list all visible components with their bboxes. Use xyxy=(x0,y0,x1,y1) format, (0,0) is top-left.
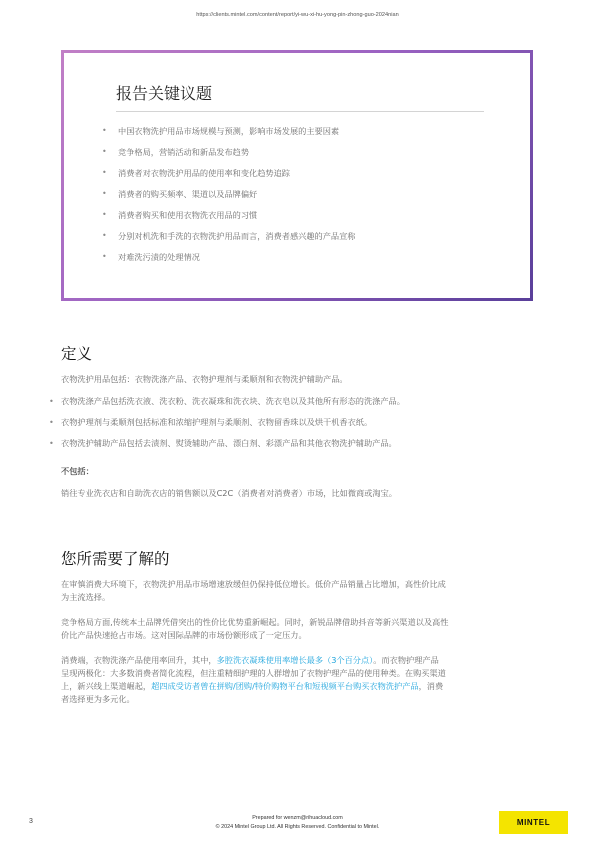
text-line: 为主流选择。 xyxy=(61,592,111,602)
key-issue-item: • 中国衣物洗护用品市场规模与预测，影响市场发展的主要因素 xyxy=(102,125,355,146)
definition-bullet xyxy=(49,437,549,450)
text-run: 消费端，衣物洗涤产品使用率回升，其中， xyxy=(61,655,217,665)
text-line: 呈现两极化：大多数消费者简化流程，但注重精细护理的人群增加了衣物护理产品的使用种类。在购买渠道 xyxy=(61,668,446,678)
need-to-know-paragraph-2 xyxy=(61,616,533,642)
definition-bullet-text: 衣物洗护辅助产品包括去渍剂、熨烫辅助产品、漂白剂、彩漂产品和其他衣物洗护辅助产品。 xyxy=(61,438,397,448)
key-issue-item: • 消费者购买和使用衣物洗衣用品的习惯 xyxy=(102,209,355,230)
definition-bullet xyxy=(49,395,549,408)
definition-intro: 衣物洗护用品包括：衣物洗涤产品、衣物护理剂与柔顺剂和衣物洗护辅助产品。 xyxy=(61,374,348,384)
bullet-dot: • xyxy=(49,438,54,448)
key-issue-item: • 竞争格局，营销活动和新品发布趋势 xyxy=(102,146,355,167)
text-line xyxy=(61,654,533,667)
text-line: 价比产品快速抢占市场。这对国际品牌的市场份额形成了一定压力。 xyxy=(61,630,307,640)
mintel-logo: MINTEL xyxy=(499,811,568,834)
text-line: 竞争格局方面,传统本土品牌凭借突出的性价比优势重新崛起。同时，新锐品牌借助抖音等新兴渠道以及高性 xyxy=(61,617,449,627)
excludes-label: 不包括： xyxy=(61,466,94,476)
text-run: 上，新兴线上渠道崛起， xyxy=(61,681,152,691)
key-issues-box xyxy=(61,50,533,301)
key-issues-divider xyxy=(116,111,484,112)
key-issue-item: • 分别对机洗和手洗的衣物洗护用品而言，消费者感兴趣的产品宣称 xyxy=(102,230,355,251)
key-issue-item: • 对难洗污渍的处理情况 xyxy=(102,251,355,272)
need-to-know-paragraph-3 xyxy=(61,654,533,706)
highlight-text: 多腔洗衣凝珠使用率增长最多（3个百分点） xyxy=(216,655,374,665)
excludes-text: 销往专业洗衣店和自助洗衣店的销售额以及C2C（消费者对消费者）市场，比如微商或淘宝。 xyxy=(61,488,397,498)
key-issue-item: • 消费者对衣物洗护用品的使用率和变化趋势追踪 xyxy=(102,167,355,188)
text-line: 者选择更为多元化。 xyxy=(61,694,135,704)
highlight-text: 超四成受访者曾在拼购/团购/特价购物平台和短视频平台购买衣物洗护产品 xyxy=(151,681,419,691)
bullet-dot: • xyxy=(49,417,54,427)
bullet-dot: • xyxy=(49,396,54,406)
page-number: 3 xyxy=(29,818,33,825)
need-to-know-heading: 您所需要了解的 xyxy=(61,550,170,568)
definition-bullet-text: 衣物护理剂与柔顺剂包括标准和浓缩护理剂与柔顺剂、衣物留香珠以及烘干机香衣纸。 xyxy=(61,417,373,427)
definition-bullet-text: 衣物洗涤产品包括洗衣液、洗衣粉、洗衣凝珠和洗衣块、洗衣皂以及其他所有形态的洗涤产品。 xyxy=(61,396,405,406)
text-run: 。而衣物护理产品 xyxy=(373,655,439,665)
copyright: © 2024 Mintel Group Ltd. All Rights Reserved. Confidential to Mintel. xyxy=(215,823,380,830)
need-to-know-paragraph-1 xyxy=(61,578,533,604)
key-issues-list xyxy=(102,125,355,272)
report-url: https://clients.mintel.com/content/report/yi-wu-xi-hu-yong-pin-zhong-guo-2024nian xyxy=(196,12,399,18)
key-issue-item: • 消费者的购买频率、渠道以及品牌偏好 xyxy=(102,188,355,209)
definition-bullet xyxy=(49,416,549,429)
definition-heading: 定义 xyxy=(61,345,93,363)
text-line: 在审慎消费大环境下，衣物洗护用品市场增速放缓但仍保持低位增长。低价产品销量占比增加，高性价比成 xyxy=(61,579,446,589)
key-issues-title: 报告关键议题 xyxy=(116,84,213,103)
text-line xyxy=(61,680,533,693)
text-run: ，消费 xyxy=(418,681,444,691)
prepared-for: Prepared for wenzm@rihuacloud.com xyxy=(252,815,343,821)
